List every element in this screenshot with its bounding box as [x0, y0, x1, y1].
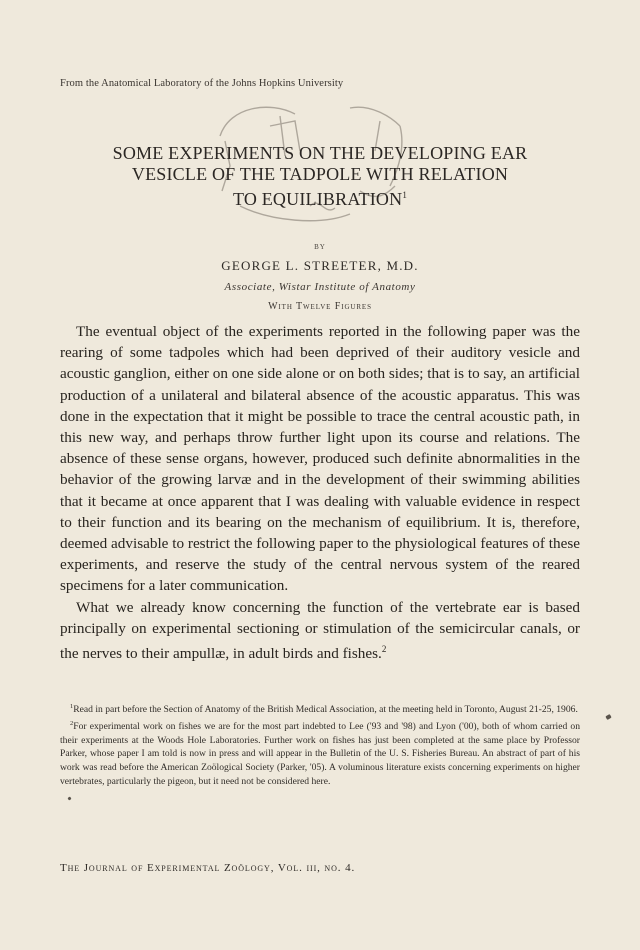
body-paragraph-2: [60, 597, 580, 665]
footnote-2-marker: 2: [70, 719, 74, 727]
footnote-1: [60, 700, 580, 717]
laboratory-affiliation: From the Anatomical Laboratory of the Johns Hopkins University: [60, 78, 344, 89]
article-title: [40, 143, 600, 210]
title-footnote-marker: 1: [402, 190, 408, 200]
footnote-1-marker: 1: [70, 703, 74, 710]
print-speck: [605, 714, 611, 720]
author-affiliation: Associate, Wistar Institute of Anatomy: [224, 281, 416, 293]
footnote-1-text: Read in part before the Section of Anatomy of the British Medical Association, at the meeting held in Toronto, August 21-25, 1906.: [73, 704, 578, 716]
figures-note: [0, 301, 640, 312]
title-line-2: VESICLE OF THE TADPOLE WITH RELATION: [131, 164, 509, 184]
body-paragraph-2-text: What we already know concerning the function of the vertebrate ear is based principally on experimental sectioning or stimulation of the semicircular canals, or the nerves to their ampullæ, in adult birds and fishes.: [60, 598, 580, 663]
journal-citation-text: The Journal of Experimental Zoölogy, Vol. iii, no. 4.: [60, 862, 356, 874]
print-speck: [67, 796, 71, 800]
title-line-1: SOME EXPERIMENTS ON THE DEVELOPING EAR: [112, 143, 528, 163]
body-paragraph-1: The eventual object of the experiments reported in the following paper was the rearing of some tadpoles which had been deprived of their auditory vesicle and acoustic ganglion, either on one side alone or on both sides; that is to say, an artificial production of a unilateral and bilateral absence of the acoustic apparatus. This was done in the expectation that it might be possible to trace the central acoustic path, in this new way, and perhaps throw further light upon its course and relations. The absence of these sense organs, however, produced such definite abnormalities in the behavior of the growing larvæ and in the development of their swimming abilities that it became at once apparent that I was dealing with valuable evidence in respect to their function and its bearing on the mechanism of equilibrium. It is, therefore, deemed advisable to restrict the following paper to the physiological features of these experiments, and reserve the study of the central nervous system of the reared specimens for a later communication.: [60, 323, 580, 595]
author-name: GEORGE L. STREETER, M.D.: [221, 258, 419, 273]
footnote-2-text: For experimental work on fishes we are for the most part indebted to Lee ('93 and '98) and Lyon ('00), both of whom carried on their experiments at the Woods Hole Laboratories. Further work on fishes has just been completed at the same place by Professor Parker, whose paper I am told is now in press and will appear in the Bulletin of the U. S. Fisheries Bureau. An abstract of part of his work was read before the American Zoölogical Society (Parker, '05). A voluminous literature exists concerning experiments on higher vertebrates, particularly the pigeon, but it need not be considered here.: [60, 721, 580, 787]
figures-note-text: With Twelve Figures: [268, 301, 372, 312]
title-line-3-text: TO EQUILIBRATION: [232, 189, 403, 209]
journal-citation: [60, 862, 355, 874]
body-footnote-marker: 2: [381, 644, 387, 655]
title-line-3: [40, 185, 600, 210]
article-body: [60, 321, 580, 664]
footnotes: [60, 700, 580, 789]
by-label: BY: [314, 243, 326, 251]
footnote-2: [60, 717, 580, 789]
